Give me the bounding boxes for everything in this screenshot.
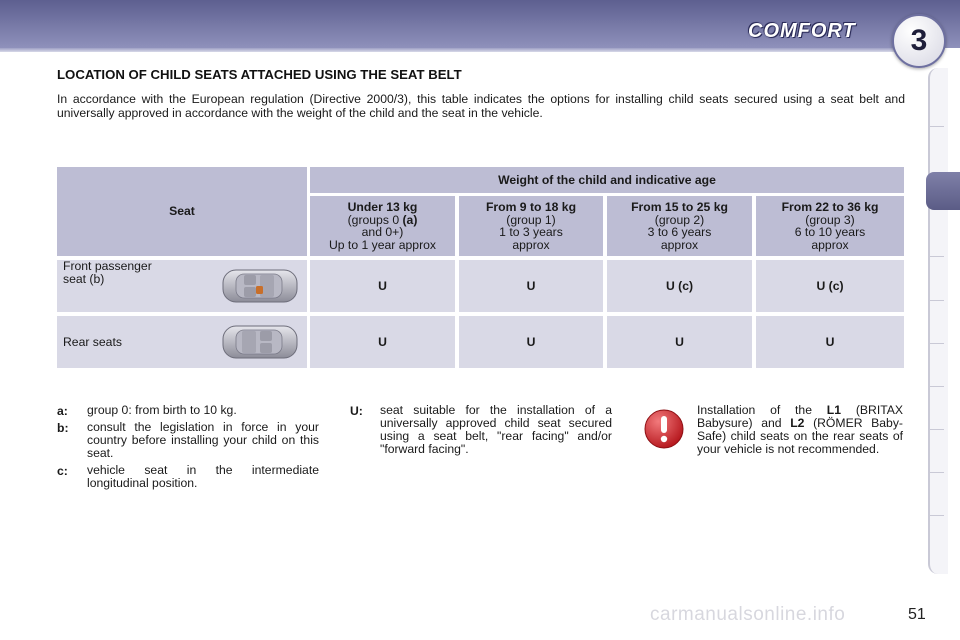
footnote-key: b: xyxy=(57,421,69,435)
age-approx: approx xyxy=(512,237,550,252)
table-cell: U (c) xyxy=(756,260,904,312)
footnote-text: consult the legislation in force in your country before installing your child on this seat. xyxy=(87,420,319,460)
footnote-text: group 0: from birth to 10 kg. xyxy=(87,403,237,417)
warning-text xyxy=(697,404,903,456)
section-title: COMFORT xyxy=(748,20,856,42)
car-front-seat-icon xyxy=(222,269,298,303)
weight-group-header: Weight of the child and indicative age xyxy=(310,167,904,193)
weight-column-header xyxy=(459,196,603,256)
tab-divider xyxy=(930,256,944,257)
age-range: 1 to 3 years xyxy=(499,225,563,239)
tab-divider xyxy=(930,515,944,516)
table-cell: U xyxy=(310,316,455,368)
age-range: 6 to 10 years xyxy=(794,225,866,239)
table-cell: U xyxy=(756,316,904,368)
intro-paragraph: In accordance with the European regulation (Directive 2000/3), this table indicates the options for installing child seats secured using a seat belt and universally approved in accordance with the weight of the child and the seat in the vehicle. xyxy=(57,92,905,120)
weight-range: From 9 to 18 kg xyxy=(485,200,577,214)
tab-divider xyxy=(930,472,944,473)
chapter-number-badge: 3 xyxy=(892,14,946,68)
weight-column-header xyxy=(756,196,904,256)
tab-divider xyxy=(930,126,944,127)
table-row-label: Rear seats xyxy=(57,316,307,368)
seat-column-header: Seat xyxy=(57,167,307,256)
tab-divider xyxy=(930,300,944,301)
watermark: carmanualsonline.info xyxy=(650,604,846,625)
age-approx: approx xyxy=(811,237,849,252)
footnote-key: c: xyxy=(57,464,68,478)
table-cell: U xyxy=(459,260,603,312)
chapter-tab-strip xyxy=(928,68,948,574)
chapter-tab-active[interactable] xyxy=(926,172,960,210)
row-label-line: seat (b) xyxy=(63,271,105,286)
age-range: 3 to 6 years xyxy=(647,225,712,239)
age-approx: approx xyxy=(660,237,699,252)
age-range: Up to 1 year approx xyxy=(328,237,437,252)
footnote-text: vehicle seat in the intermediate longitudinal position. xyxy=(87,463,319,490)
weight-range: From 15 to 25 kg xyxy=(631,200,728,214)
table-cell: U xyxy=(607,316,752,368)
group-text: (groups 0 xyxy=(347,212,403,227)
warning-text-part: Installation of the xyxy=(697,403,827,417)
footnote-key: a: xyxy=(57,404,68,418)
weight-group: (group 2) xyxy=(654,212,705,227)
weight-group: (group 3) xyxy=(805,212,855,227)
warning-text-part: (RÖMER Baby-Safe) child seats on the rear seats of your vehicle is not recommended. xyxy=(697,416,903,456)
warning-text-part: (BRITAX Babysure) and xyxy=(697,403,904,430)
table-cell: U xyxy=(310,260,455,312)
tab-divider xyxy=(930,343,944,344)
header-underline xyxy=(0,48,900,52)
note-reference: (a) xyxy=(402,212,418,227)
weight-column-header xyxy=(607,196,752,256)
weight-range: From 22 to 36 kg xyxy=(781,200,879,214)
child-seat-model: L1 xyxy=(826,403,842,417)
legend-text: seat suitable for the installation of a universally approved child seat secured using a seat belt, "rear facing" and/or "forward facing". xyxy=(380,403,612,456)
weight-group-cont: and 0+) xyxy=(361,225,404,239)
table-cell: U (c) xyxy=(607,260,752,312)
page-number: 51 xyxy=(908,606,926,623)
weight-column-header xyxy=(310,196,455,256)
page-heading: LOCATION OF CHILD SEATS ATTACHED USING THE SEAT BELT xyxy=(57,67,462,82)
table-cell: U xyxy=(459,316,603,368)
tab-divider xyxy=(930,429,944,430)
weight-range: Under 13 kg xyxy=(347,200,418,214)
car-rear-seats-icon xyxy=(222,325,298,359)
weight-group: (group 1) xyxy=(506,212,556,227)
legend-key: U: xyxy=(350,404,363,418)
warning-icon xyxy=(643,408,685,450)
child-seat-model: L2 xyxy=(790,416,805,430)
tab-divider xyxy=(930,386,944,387)
row-label-line: Front passenger xyxy=(63,259,152,273)
